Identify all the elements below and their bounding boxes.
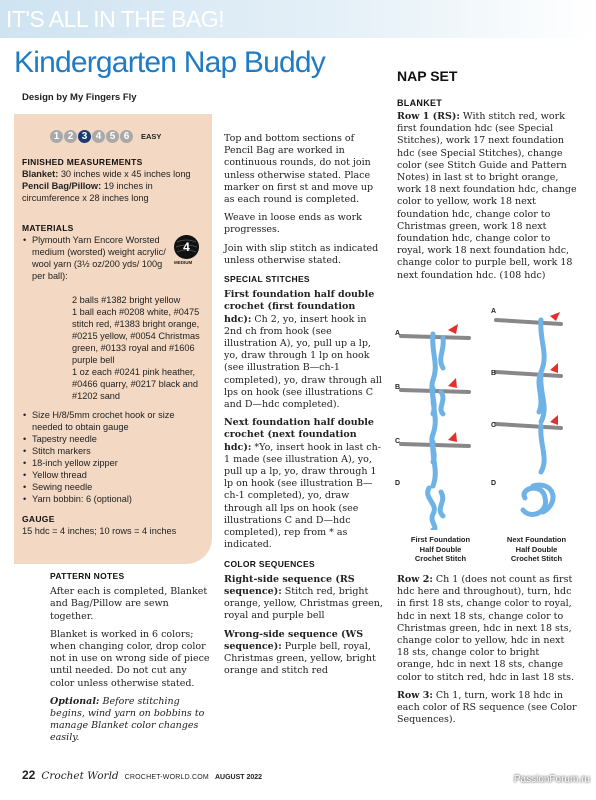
- section-heading: NAP SET: [397, 68, 458, 84]
- special-stitches-heading: SPECIAL STITCHES: [224, 274, 310, 285]
- fig-label-d-right: D: [491, 480, 497, 487]
- page-footer: [22, 768, 262, 782]
- intro-paragraph: Top and bottom sections of Pencil Bag are worked in continuous rounds, do not join unless otherwise stated. Place marker on first st and move up as each round is completed.: [224, 133, 374, 206]
- supply-item: • Yarn bobbin: 6 (optional): [32, 493, 207, 505]
- gauge-section: [22, 513, 182, 537]
- note-paragraph: After each is completed, Blanket and Bag/Pillow are sewn together.: [50, 586, 208, 622]
- difficulty-label: EASY: [141, 132, 162, 141]
- supply-item: • Size H/8/5mm crochet hook or size needed to obtain gauge: [32, 409, 207, 433]
- supply-item: • Sewing needle: [32, 481, 207, 493]
- page-number: 22: [22, 768, 36, 782]
- yarn-weight-number: 4: [183, 240, 190, 254]
- row2-row3-instructions: [397, 574, 577, 732]
- note-paragraph: Blanket is worked in 6 colors; when changing color, drop color not in use on wrong side of piece until needed. Do not cut any color unless otherwise stated.: [50, 628, 210, 689]
- gauge-heading: GAUGE: [22, 514, 55, 524]
- yarn-quantities: [22, 294, 207, 402]
- difficulty-rating: [50, 130, 161, 143]
- fig-label-d: D: [395, 480, 401, 487]
- pattern-notes: [50, 570, 210, 751]
- difficulty-level-4: 4: [92, 130, 105, 143]
- blanket-size: Blanket: 30 inches wide x 45 inches long: [22, 169, 191, 179]
- difficulty-level-5: 5: [106, 130, 119, 143]
- magazine-url: CROCHET-WORLD.COM: [124, 774, 209, 781]
- fig-label-c-right: C: [491, 422, 497, 429]
- supply-item: • Stitch markers: [32, 445, 207, 457]
- supply-item: • 18-inch yellow zipper: [32, 457, 207, 469]
- note-optional: Optional: Before stitching begins, wind yarn on bobbins to manage Blanket color changes easily.: [50, 695, 205, 744]
- supplies-list: [22, 409, 207, 505]
- row1-instructions: [397, 111, 577, 288]
- pillow-size: Pencil Bag/Pillow: 19 inches in circumference x 28 inches long: [22, 181, 153, 203]
- magazine-name: Crochet World: [41, 770, 119, 782]
- intro-paragraph: Join with slip stitch as indicated unless otherwise stated.: [224, 242, 379, 266]
- difficulty-level-1: 1: [50, 130, 63, 143]
- caption-next-foundation: Next Foundation Half Double Crochet Stitch: [506, 535, 567, 563]
- materials-heading: MATERIALS: [22, 223, 74, 233]
- watermark: PassionForum.ru: [513, 774, 590, 785]
- difficulty-level-2: 2: [64, 130, 77, 143]
- stitch-nfhdc: Next foundation half double crochet (next foundation hdc): *Yo, insert hook in last ch-1 made (see illustration A), yo, pull up a lp, yo, draw through 1 lp on hook (see illustration B—ch-1 completed), yo, draw through all lps on hook (see illustrations C and D—hdc completed), rep from * as indicated.: [224, 417, 381, 551]
- fig-label-a: A: [395, 330, 401, 337]
- rs-sequence: Right-side sequence (RS sequence): Stitch red, bright orange, yellow, Christmas green, royal and purple bell: [224, 573, 383, 622]
- banner-text: IT'S ALL IN THE BAG!: [6, 6, 225, 32]
- difficulty-level-3: 3: [78, 130, 91, 143]
- page-title: Kindergarten Nap Buddy: [14, 46, 325, 79]
- middle-column: [224, 133, 384, 683]
- finished-heading: FINISHED MEASUREMENTS: [22, 157, 143, 167]
- oz-each-line: 1 oz each #0241 pink heather, #0466 quarry, #0217 black and #1202 sand: [72, 367, 198, 401]
- yarn-item: • Plymouth Yarn Encore Worsted medium (worsted) weight acrylic/ wool yarn (3½ oz/200 yds/ 100g per ball):: [32, 234, 172, 282]
- fig-label-b-right: B: [491, 370, 497, 377]
- difficulty-level-6: 6: [120, 130, 133, 143]
- pattern-notes-heading: PATTERN NOTES: [50, 571, 125, 581]
- blanket-heading: BLANKET: [397, 98, 443, 108]
- fig-label-c: C: [395, 438, 401, 445]
- balls-line: 2 balls #1382 bright yellow: [72, 295, 181, 305]
- materials-section: [22, 222, 172, 282]
- issue-date: AUGUST 2022: [214, 774, 263, 781]
- crochet-illustrations: [393, 302, 583, 530]
- row1-paragraph: Row 1 (RS): With stitch red, work first foundation hdc (see Special Stitches), work 17 next foundation hdc (see Special Stitches), change color (see Stitch Guide and Pattern Notes) in last st to bright orange, work 18 next foundation hdc, change color to yellow, work 18 next foundation hdc, change color to Christmas green, work 18 next foundation hdc, change color to royal, work 18 next foundation hdc, change color to purple bell, work 18 next foundation hdc. (108 hdc): [397, 111, 577, 281]
- caption-first-foundation: First Foundation Half Double Crochet Stitch: [410, 535, 471, 563]
- finished-measurements: [22, 156, 207, 204]
- ws-sequence: Wrong-side sequence (WS sequence): Purple bell, royal, Christmas green, yellow, bright orange and stitch red: [224, 628, 376, 677]
- yarn-weight-icon: [173, 234, 200, 262]
- byline: Design by My Fingers Fly: [22, 92, 137, 103]
- stitch-fhdc: First foundation half double crochet (first foundation hdc): Ch 2, yo, insert hook in 2nd ch from hook (see illustration A), yo, pull up a lp, yo, draw through 1 lp on hook (see illustration B—ch-1 completed), yo, draw through all lps on hook (see illustrations C and D—hdc completed).: [224, 289, 382, 411]
- color-sequences-heading: COLOR SEQUENCES: [224, 558, 315, 569]
- intro-paragraph: Weave in loose ends as work progresses.: [224, 212, 362, 236]
- ball-each-line: 1 ball each #0208 white, #0475 stitch red, #1383 bright orange, #0215 yellow, #0054 Christmas green, #0133 royal and #1606 purple bell: [72, 307, 200, 365]
- supply-item: • Yellow thread: [32, 469, 207, 481]
- fig-label-a-right: A: [491, 308, 497, 315]
- yarn-weight-label: MEDIUM: [174, 260, 193, 265]
- supply-item: • Tapestry needle: [32, 433, 207, 445]
- gauge-text: 15 hdc = 4 inches; 10 rows = 4 inches: [22, 526, 177, 536]
- row2-paragraph: Row 2: Ch 1 (does not count as first hdc here and throughout), turn, hdc in first 18 sts, change color to royal, hdc in next 18 sts, change color to Christmas green, hdc in next 18 sts, change color to yellow, hdc in next 18 sts, change color to bright orange, hdc in next 18 sts, change color to stitch red, hdc in last 18 sts.: [397, 574, 575, 683]
- fig-label-b: B: [395, 384, 401, 391]
- row3-paragraph: Row 3: Ch 1, turn, work 18 hdc in each color of RS sequence (see Color Sequences).: [397, 689, 577, 726]
